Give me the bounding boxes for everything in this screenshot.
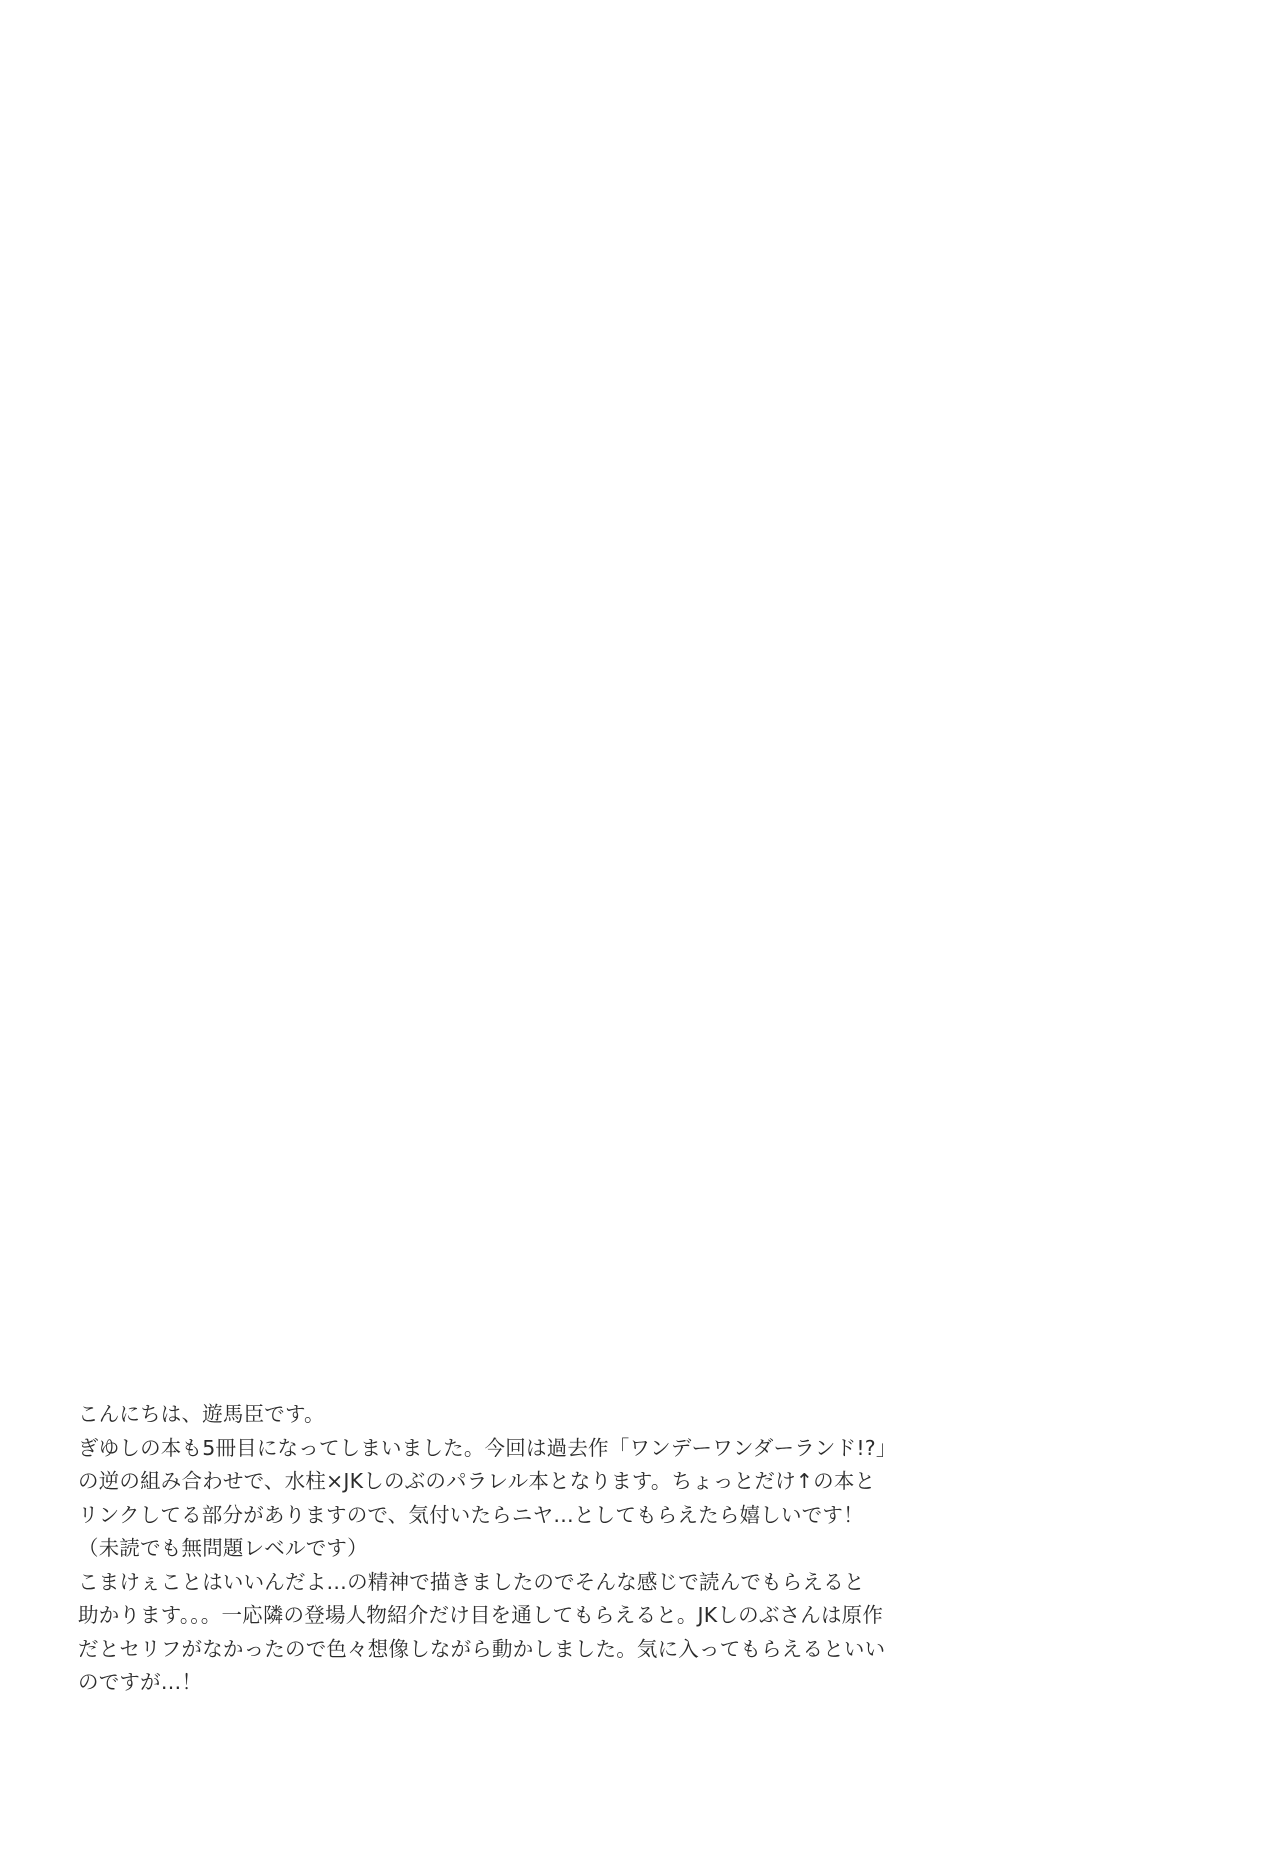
afterword-line: リンクしてる部分がありますので、気付いたらニヤ…としてもらえたら嬉しいです！ bbox=[78, 1502, 864, 1527]
afterword-line: こんにちは、遊馬臣です。 bbox=[78, 1402, 325, 1426]
afterword-text-block bbox=[78, 1398, 1198, 1700]
afterword-line: のですが…！ bbox=[78, 1670, 203, 1694]
afterword-line: 助かります。。。一応隣の登場人物紹介だけ目を通してもらえると。JKしのぶさんは原作 bbox=[78, 1603, 884, 1627]
afterword-line: （未読でも無問題レベルです） bbox=[78, 1536, 368, 1560]
afterword-line: こまけぇことはいいんだよ…の精神で描きましたのでそんな感じで読んでもらえると bbox=[78, 1569, 865, 1594]
afterword-line: だとセリフがなかったので色々想像しながら動かしました。気に入ってもらえるといい bbox=[78, 1636, 886, 1661]
afterword-line: ぎゆしの本も5冊目になってしまいました。今回は過去作「ワンデーワンダーランド!?」 bbox=[78, 1435, 897, 1460]
afterword-line: の逆の組み合わせで、水柱×JKしのぶのパラレル本となります。ちょっとだけ↑の本と bbox=[78, 1469, 876, 1493]
